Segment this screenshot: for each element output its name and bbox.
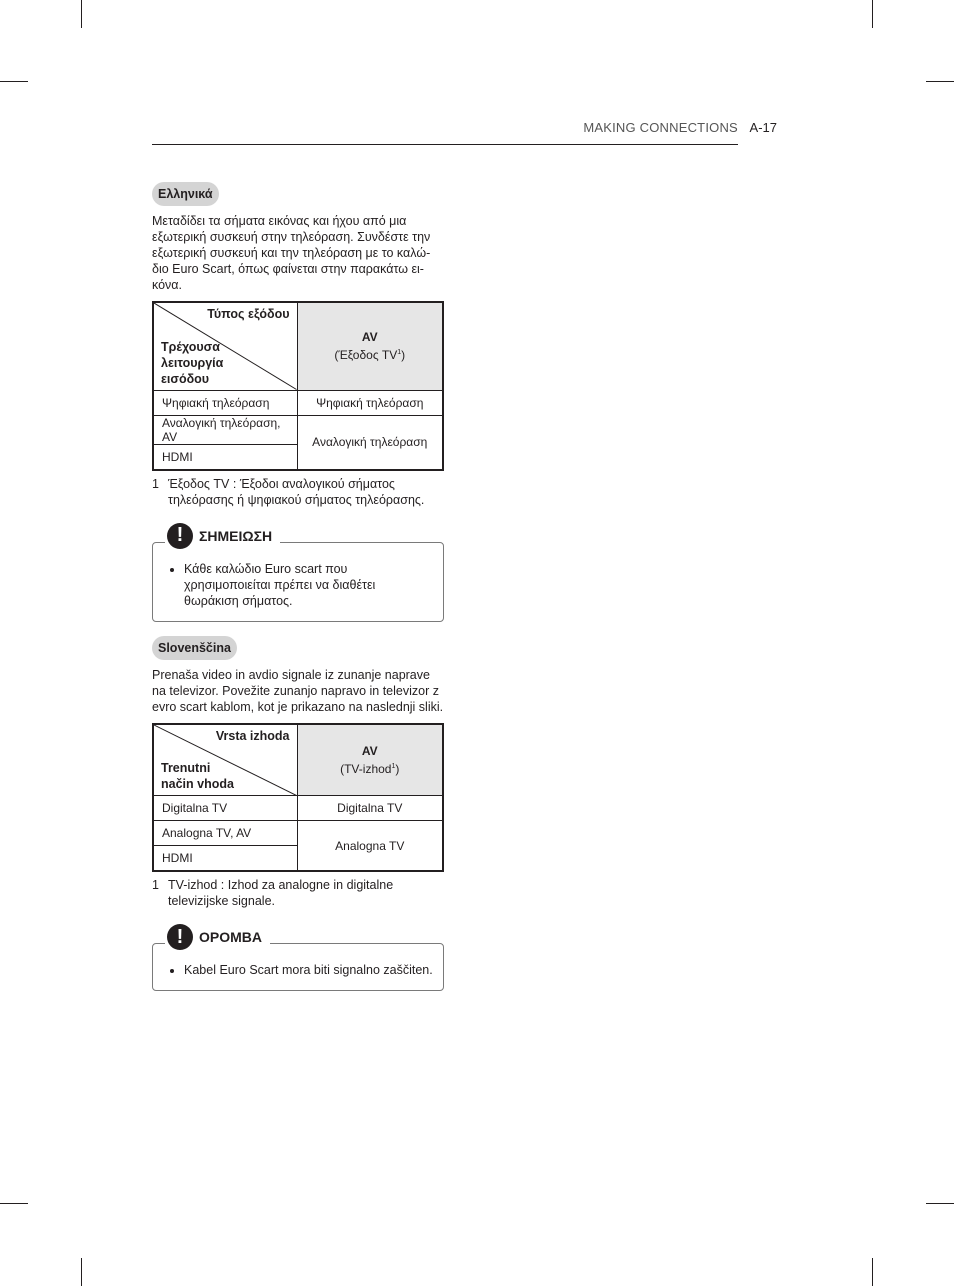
crop-mark xyxy=(0,1203,28,1204)
output-type-label: Vrsta izhoda xyxy=(215,728,290,743)
av-title: AV xyxy=(361,330,378,345)
table-cell: Analogna TV xyxy=(297,821,443,872)
connection-table xyxy=(152,723,444,873)
table-row: Digitalna TV xyxy=(153,796,297,821)
av-subtitle: (Έξοδος $TV^1$) xyxy=(334,348,406,363)
language-label: Slovenščina xyxy=(152,636,237,660)
table-row: Ψηφιακή τηλεόραση xyxy=(153,390,297,415)
table-cell: Αναλογική τηλεόραση xyxy=(297,415,443,470)
table-cell: Ψηφιακή τηλεόραση xyxy=(297,390,443,415)
crop-mark xyxy=(926,81,954,82)
intro-text: Prenaša video in avdio signale iz zunanje naprave na televizor. Povežite zunanjo napravo in televizor z evro scart kablom, kot je prikazano na naslednji sliki. xyxy=(152,667,444,714)
note-header xyxy=(165,523,280,549)
note-box xyxy=(152,524,444,622)
note-box xyxy=(152,925,444,991)
exclamation-icon: ! xyxy=(167,924,193,950)
footnote-number: 1 xyxy=(152,878,159,892)
language-label: Ελληνικά xyxy=(152,182,219,206)
av-output-header xyxy=(297,724,443,796)
footnote-text: Έξοδος TV : Έξοδοι αναλογικού σήματος τηλεόρασης ή ψηφιακού σήματος τηλεόρασης. xyxy=(168,476,425,507)
note-header xyxy=(165,924,270,950)
section-slovene xyxy=(152,636,444,992)
section-greek xyxy=(152,182,444,622)
av-title: AV xyxy=(361,743,378,758)
table-row: Analogna TV, AV xyxy=(153,821,297,846)
crop-mark xyxy=(872,1258,873,1286)
output-type-label: Τύπος εξόδου xyxy=(207,307,290,321)
crop-mark xyxy=(926,1203,954,1204)
footnote-text: TV-izhod : Izhod za analogne in digitalne televizijske signale. xyxy=(168,878,394,908)
table-row: Αναλογική τηλεόραση, AV xyxy=(153,415,297,444)
intro-text: Μεταδίδει τα σήματα εικόνας και ήχου από μια εξωτερική συσκευή στην τηλεόραση. Συνδέστε την εξωτερική συσκευή και την τηλεόραση με το καλώ- διο Euro Scart, όπως φαίνεται στην παρακάτω ει- κόνα. xyxy=(152,214,431,292)
crop-mark xyxy=(81,1258,82,1286)
av-subtitle: (TV-izhod$^1$) xyxy=(340,761,400,776)
header-rule xyxy=(152,144,738,145)
table-row: HDMI xyxy=(153,846,297,872)
table-diagonal-header xyxy=(153,724,297,796)
input-mode-label: Τρέχουσα λειτουργία εισόδου xyxy=(161,339,224,386)
header-section: MAKING CONNECTIONS xyxy=(583,120,738,135)
crop-mark xyxy=(0,81,28,82)
crop-mark xyxy=(81,0,82,28)
note-list xyxy=(167,561,433,609)
list-item: • Κάθε καλώδιο Euro scart που χρησιμοποιείται πρέπει να διαθέτει θωράκιση σήματος. xyxy=(184,561,433,609)
av-output-header xyxy=(297,302,443,390)
note-title: ΣΗΜΕΙΩΣΗ xyxy=(199,527,273,544)
main-content xyxy=(152,182,444,991)
page-header xyxy=(152,120,777,144)
footnote xyxy=(152,476,444,508)
crop-mark xyxy=(872,0,873,28)
page-number: A-17 xyxy=(749,120,777,135)
list-item: • Kabel Euro Scart mora biti signalno zaščiten. xyxy=(184,962,433,978)
table-diagonal-header xyxy=(153,302,297,390)
exclamation-icon: ! xyxy=(167,523,193,549)
note-title: OPOMBA xyxy=(199,929,262,945)
connection-table xyxy=(152,301,444,471)
table-cell: Digitalna TV xyxy=(297,796,443,821)
note-list xyxy=(167,962,433,978)
table-row: HDMI xyxy=(153,444,297,470)
footnote xyxy=(152,877,444,909)
footnote-number: 1 xyxy=(152,476,159,491)
input-mode-label: Trenutni način vhoda xyxy=(161,761,234,791)
